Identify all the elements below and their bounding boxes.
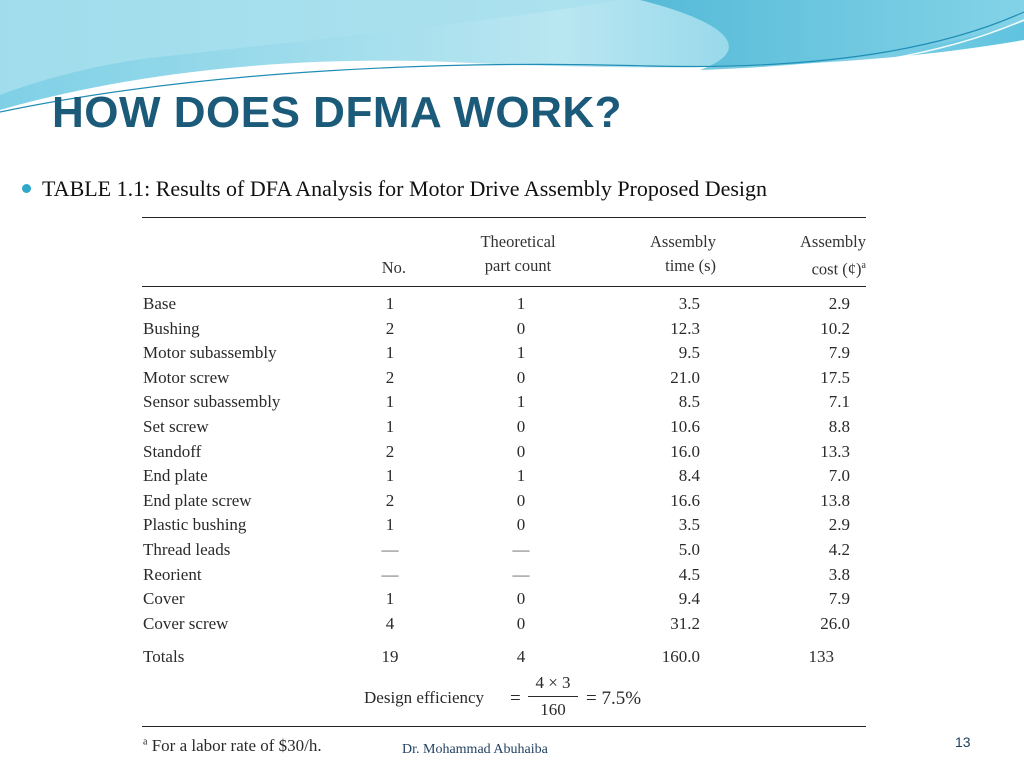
row-assembly-cost: 7.1: [828, 392, 850, 412]
row-theoretical-part-count: 0: [516, 441, 526, 461]
bullet-item: [22, 176, 767, 202]
row-assembly-cost: 17.5: [820, 367, 850, 387]
row-assembly-time: 8.5: [678, 392, 700, 412]
fraction-bar: [528, 696, 578, 697]
row-theoretical-part-count: 0: [516, 417, 526, 436]
row-assembly-cost: 13.8: [820, 490, 850, 510]
header-no: No.: [381, 258, 406, 277]
row-theoretical-part-count: 1: [516, 392, 526, 412]
row-part-name: Set screw: [143, 417, 209, 436]
row-part-name: Sensor subassembly: [143, 392, 281, 412]
row-assembly-cost: 7.0: [828, 466, 850, 486]
row-part-name: Motor screw: [143, 367, 230, 387]
row-no: 1: [385, 392, 395, 412]
totals-label: Totals: [143, 647, 185, 666]
row-assembly-cost: 7.9: [828, 589, 850, 609]
page-number: 13: [955, 734, 971, 750]
row-part-name: Base: [143, 294, 177, 313]
row-theoretical-part-count: 1: [516, 343, 526, 363]
efficiency-label: Design efficiency: [364, 688, 485, 707]
row-no: 2: [385, 490, 395, 510]
row-assembly-time: 12.3: [670, 318, 700, 338]
row-assembly-cost: 10.2: [820, 318, 850, 338]
dfa-results-table: [128, 214, 872, 768]
row-assembly-cost: 26.0: [820, 613, 850, 633]
row-no: —: [381, 564, 399, 584]
row-theoretical-part-count: —: [512, 540, 530, 559]
table-top-rule: [142, 217, 866, 218]
header-part-count: [458, 230, 578, 278]
row-no: 2: [385, 318, 395, 338]
row-assembly-cost: 2.9: [828, 294, 850, 313]
row-part-name: Standoff: [143, 441, 202, 461]
bullet-text: TABLE 1.1: Results of DFA Analysis for Motor Drive Assembly Proposed Design: [42, 176, 768, 201]
bullet-dot-icon: [22, 184, 31, 193]
totals-cost: 133: [808, 647, 834, 666]
row-assembly-time: 4.5: [678, 564, 700, 584]
row-assembly-time: 21.0: [670, 367, 700, 387]
row-assembly-time: 5.0: [678, 540, 700, 559]
row-part-name: Bushing: [143, 318, 200, 338]
row-no: 1: [385, 589, 395, 609]
row-assembly-cost: 4.2: [828, 540, 850, 559]
row-assembly-time: 9.5: [678, 343, 700, 363]
row-no: 2: [385, 441, 395, 461]
efficiency-fraction: [528, 672, 578, 721]
footnote-text: For a labor rate of $30/h.: [151, 736, 322, 755]
row-part-name: Thread leads: [143, 540, 231, 559]
header-part-count-line1: Theoretical: [480, 232, 556, 251]
efficiency-equals: =: [510, 688, 521, 709]
row-part-name: Cover screw: [143, 613, 229, 633]
totals-no: 19: [381, 647, 399, 666]
header-assembly-time: [608, 230, 716, 278]
row-no: —: [381, 540, 399, 559]
footer-author: Dr. Mohammad Abuhaiba: [402, 742, 548, 757]
row-assembly-time: 31.2: [670, 613, 700, 633]
row-no: 2: [385, 367, 395, 387]
row-assembly-cost: 3.8: [828, 564, 850, 584]
row-assembly-time: 9.4: [678, 589, 700, 609]
row-theoretical-part-count: 0: [516, 367, 526, 387]
row-theoretical-part-count: 0: [516, 589, 526, 609]
row-theoretical-part-count: 0: [516, 515, 526, 535]
row-assembly-time: 3.5: [678, 294, 700, 313]
row-theoretical-part-count: 1: [516, 294, 526, 313]
row-theoretical-part-count: 1: [516, 466, 526, 486]
row-assembly-time: 3.5: [678, 515, 700, 535]
row-part-name: Motor subassembly: [143, 343, 277, 363]
efficiency-result: = 7.5%: [586, 688, 642, 709]
row-assembly-time: 16.0: [670, 441, 700, 461]
header-assembly-cost: [758, 230, 866, 282]
row-part-name: End plate: [143, 466, 208, 486]
row-assembly-cost: 8.8: [828, 417, 850, 436]
row-part-name: Cover: [143, 589, 185, 609]
row-assembly-cost: 13.3: [820, 441, 850, 461]
row-no: 1: [385, 417, 395, 436]
header-time-line2: time (s): [665, 256, 716, 275]
row-assembly-time: 8.4: [678, 466, 700, 486]
totals-part-count: 4: [516, 647, 526, 666]
row-no: 1: [385, 294, 395, 313]
row-theoretical-part-count: 0: [516, 613, 526, 633]
row-theoretical-part-count: —: [512, 564, 530, 584]
row-assembly-time: 10.6: [670, 417, 700, 436]
row-theoretical-part-count: 0: [516, 490, 526, 510]
row-assembly-cost: 2.9: [828, 515, 850, 535]
table-bottom-rule: [142, 726, 866, 727]
header-part-count-line2: part count: [484, 256, 552, 275]
table-footnote: [143, 736, 322, 756]
header-cost-line2: cost (¢): [811, 259, 862, 279]
header-cost-footnote-marker: a: [861, 260, 866, 271]
efficiency-denominator: 160: [540, 700, 566, 719]
header-cost-line1: Assembly: [800, 232, 866, 251]
row-no: 4: [385, 613, 395, 633]
row-theoretical-part-count: 0: [516, 318, 526, 338]
row-no: 1: [385, 343, 395, 363]
slide-title: HOW DOES DFMA WORK?: [52, 88, 623, 137]
row-part-name: Reorient: [143, 564, 202, 584]
row-no: 1: [385, 515, 395, 535]
footnote-marker: a: [143, 736, 148, 748]
header-time-line1: Assembly: [650, 232, 716, 251]
row-no: 1: [385, 466, 395, 486]
row-assembly-cost: 7.9: [828, 343, 850, 363]
header-bottom-rule: [142, 286, 866, 287]
row-part-name: Plastic bushing: [143, 515, 247, 535]
row-part-name: End plate screw: [143, 490, 252, 510]
totals-time: 160.0: [661, 647, 700, 666]
row-assembly-time: 16.6: [670, 490, 700, 510]
efficiency-numerator: 4 × 3: [535, 673, 571, 692]
